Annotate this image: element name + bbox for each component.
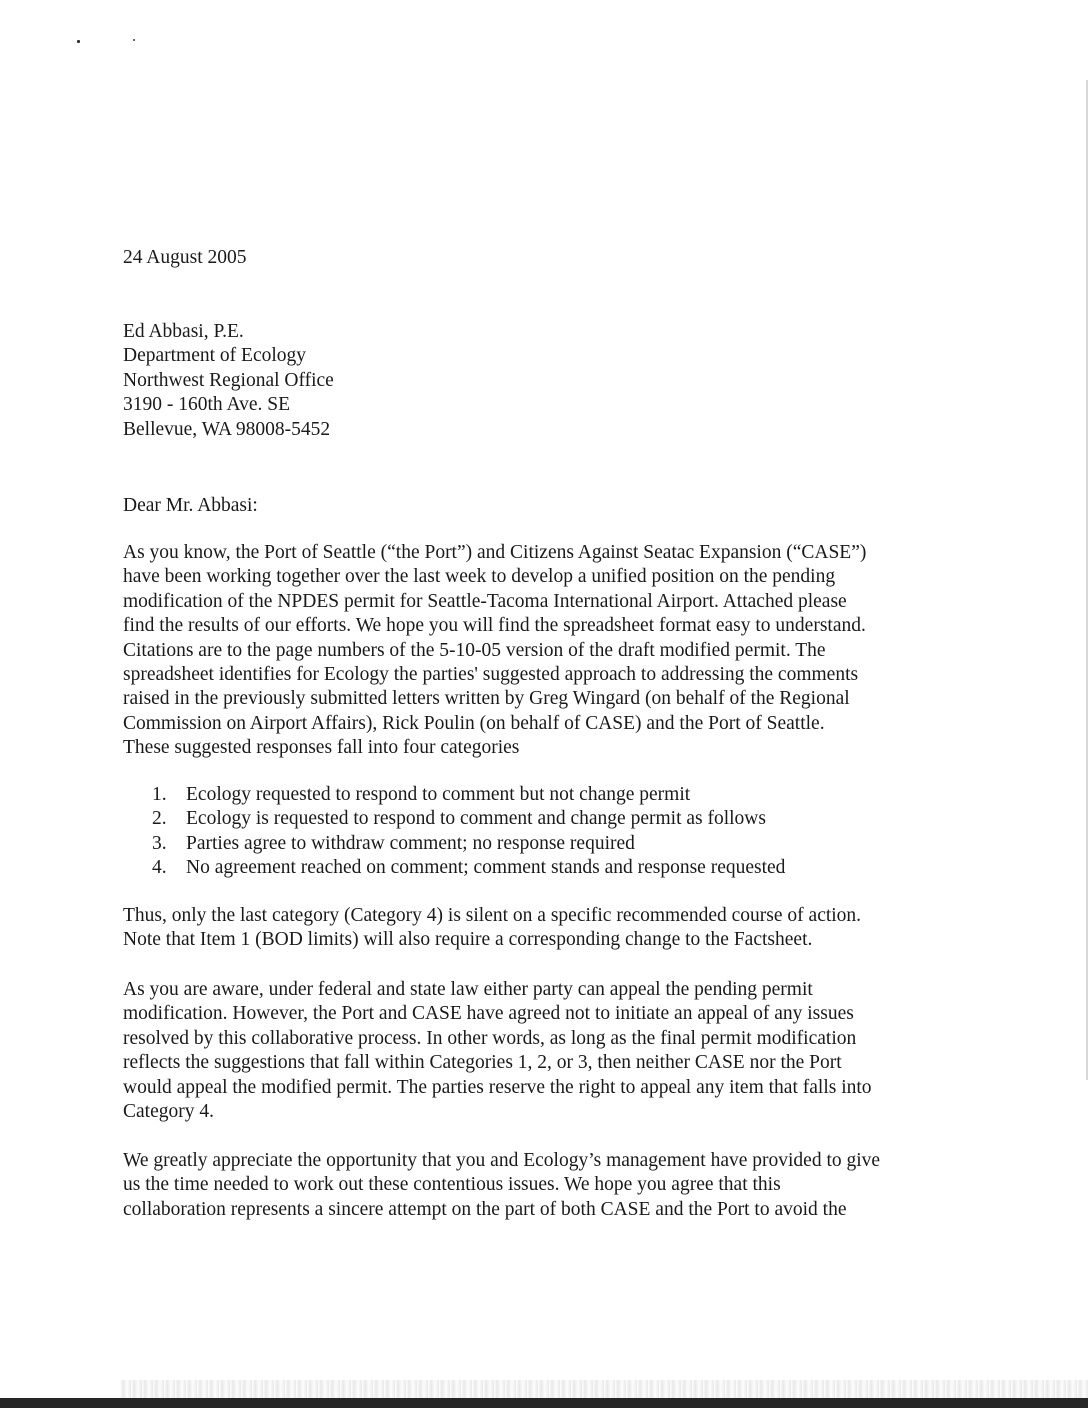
text-line: Note that Item 1 (BOD limits) will also require a corresponding change to the Factsheet. xyxy=(123,929,813,951)
text-line: Commission on Airport Affairs), Rick Poulin (on behalf of CASE) and the Port of Seattle. xyxy=(123,712,825,734)
scan-speck xyxy=(133,39,135,41)
recipient-street: 3190 - 160th Ave. SE xyxy=(123,394,291,416)
text-line: find the results of our efforts. We hope you will find the spreadsheet format easy to understand. xyxy=(123,615,866,637)
list-text: No agreement reached on comment; comment stands and response requested xyxy=(186,857,786,879)
recipient-office: Northwest Regional Office xyxy=(123,369,334,391)
text-line: modification of the NPDES permit for Seattle-Tacoma International Airport. Attached please xyxy=(123,590,847,612)
letter-date: 24 August 2005 xyxy=(123,247,247,268)
list-item xyxy=(152,856,785,880)
categories-list xyxy=(152,783,785,881)
text-line: resolved by this collaborative process. In other words, as long as the final permit modification xyxy=(123,1027,857,1049)
text-line: modification. However, the Port and CASE have agreed not to initiate an appeal of any issues xyxy=(123,1003,854,1025)
list-text: Ecology requested to respond to comment but not change permit xyxy=(186,784,691,805)
scanner-bottom-edge xyxy=(0,1398,1088,1408)
list-number: 3. xyxy=(152,832,167,854)
recipient-address xyxy=(123,320,334,442)
text-line: us the time needed to work out these contentious issues. We hope you agree that this xyxy=(123,1174,781,1196)
text-line: These suggested responses fall into four categories xyxy=(123,737,520,759)
list-number: 2. xyxy=(152,808,167,830)
list-item xyxy=(152,783,785,807)
text-line: Category 4. xyxy=(123,1101,214,1123)
scan-noise xyxy=(120,1380,1088,1400)
text-line: would appeal the modified permit. The parties reserve the right to appeal any item that falls into xyxy=(123,1076,872,1098)
recipient-name: Ed Abbasi, P.E. xyxy=(123,321,244,342)
paragraph-appeal xyxy=(123,978,872,1124)
text-line: spreadsheet identifies for Ecology the parties' suggested approach to addressing the comments xyxy=(123,664,859,686)
list-item xyxy=(152,807,785,831)
text-line: As you know, the Port of Seattle (“the Port”) and Citizens Against Seatac Expansion (“CASE”) xyxy=(123,542,867,563)
text-line: collaboration represents a sincere attempt on the part of both CASE and the Port to avoid the xyxy=(123,1198,847,1220)
recipient-city: Bellevue, WA 98008-5452 xyxy=(123,418,331,440)
list-number: 1. xyxy=(152,784,167,805)
text-line: We greatly appreciate the opportunity that you and Ecology’s management have provided to give xyxy=(123,1150,881,1171)
list-number: 4. xyxy=(152,857,167,879)
paragraph-appreciation xyxy=(123,1149,880,1222)
paragraph-intro xyxy=(123,541,866,761)
text-line: reflects the suggestions that fall within Categories 1, 2, or 3, then neither CASE nor the Port xyxy=(123,1052,842,1074)
text-line: As you are aware, under federal and state law either party can appeal the pending permit xyxy=(123,979,813,1000)
text-line: have been working together over the last week to develop a unified position on the pending xyxy=(123,566,836,588)
list-text: Ecology is requested to respond to comment and change permit as follows xyxy=(186,808,766,830)
paragraph-category-note xyxy=(123,904,861,953)
salutation: Dear Mr. Abbasi: xyxy=(123,495,258,516)
list-text: Parties agree to withdraw comment; no response required xyxy=(186,832,635,854)
text-line: Thus, only the last category (Category 4) is silent on a specific recommended course of action. xyxy=(123,905,862,926)
text-line: Citations are to the page numbers of the 5-10-05 version of the draft modified permit. The xyxy=(123,639,826,661)
list-item xyxy=(152,832,785,856)
text-line: raised in the previously submitted letters written by Greg Wingard (on behalf of the Regional xyxy=(123,688,850,710)
scan-speck xyxy=(77,40,80,43)
recipient-department: Department of Ecology xyxy=(123,345,307,367)
